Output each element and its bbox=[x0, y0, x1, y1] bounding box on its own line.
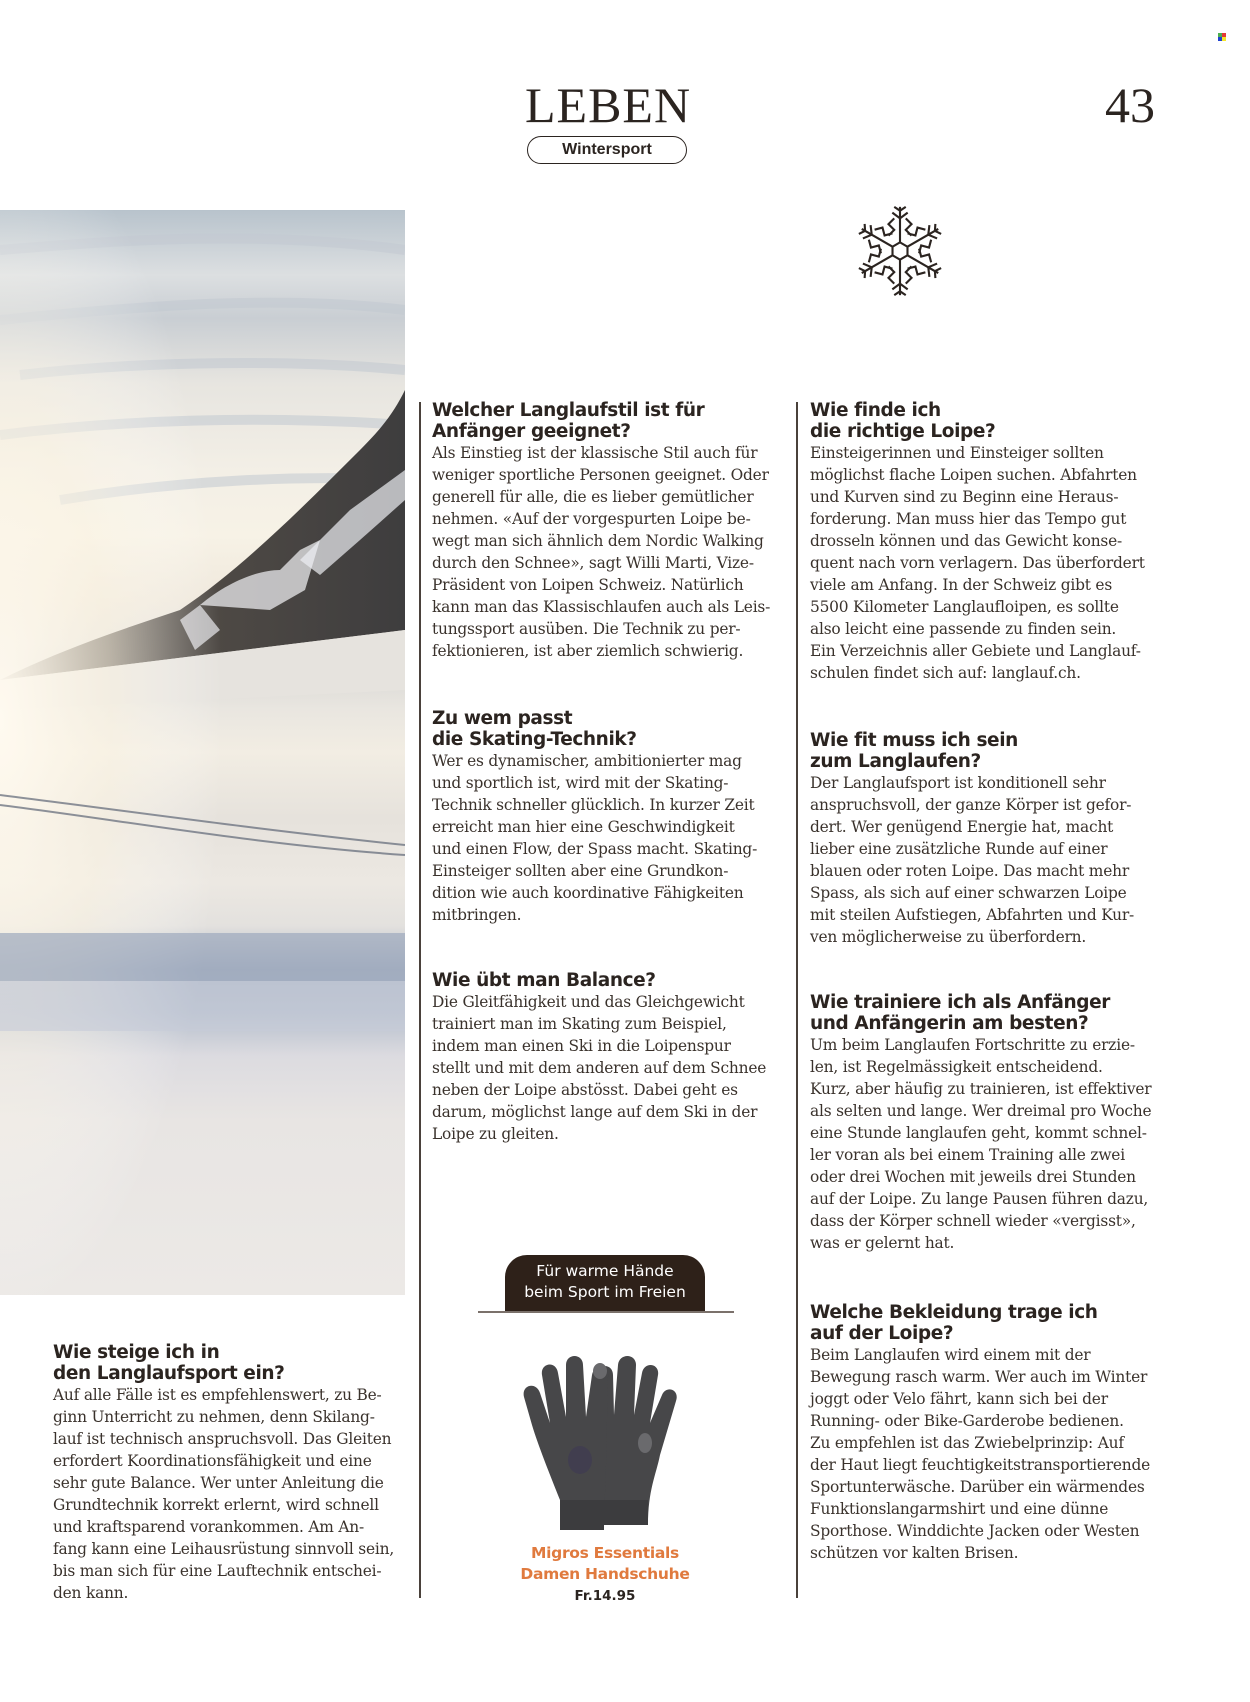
promo-tab: Für warme Hände beim Sport im Freien bbox=[505, 1255, 705, 1311]
article-heading: Welcher Langlaufstil ist für Anfänger geeignet? bbox=[432, 400, 705, 442]
article-heading: Wie trainiere ich als Anfänger und Anfängerin am besten? bbox=[810, 992, 1110, 1034]
article-body: Beim Langlaufen wird einem mit der Bewegung rasch warm. Wer auch im Winter joggt oder Velo fährt, kann sich bei der Running- oder Bike-Garderobe bedienen. Zu empfehlen ist das Zwiebelprinzip: Auf der Haut liegt feuchtigkeitstransportierende Sportunterwäsche. Darüber ein wärmendes Funktionslangarmshirt und eine dünne Sporthose. Winddichte Jacken oder Westen schützen vor kalten Brisen. bbox=[810, 1346, 1151, 1562]
section-tag: Wintersport bbox=[527, 136, 687, 164]
article-body: Die Gleitfähigkeit und das Gleichgewicht trainiert man im Skating zum Beispiel, indem man einen Ski in die Loipenspur stellt und mit dem anderen auf dem Schnee neben der Loipe abstösst. Dabei geht es darum, möglichst lange auf dem Ski in der Loipe zu gleiten. bbox=[432, 993, 767, 1143]
article-body: Als Einstieg ist der klassische Stil auch für weniger sportliche Personen geeignet. Oder generell für alle, die es lieber gemütlicher nehmen. «Auf der vorgespurten Loipe be- wegt man sich ähnlich dem Nordic Walking durch den Schnee», sagt Willi Marti, Vize- Präsident von Loipen Schweiz. Natürlich kann man das Klassischlaufen auch als Leis- tungssport ausüben. Die Technik zu per- fektionieren, ist aber ziemlich schwierig. bbox=[432, 444, 771, 660]
article-training bbox=[810, 992, 1170, 1254]
winter-landscape-photo bbox=[0, 210, 405, 1295]
article-body: Einsteigerinnen und Einsteiger sollten möglichst flache Loipen suchen. Abfahrten und Kurven sind zu Beginn eine Heraus- forderung. Man muss hier das Tempo gut drosseln können und das Gewicht konse- quent nach vorn verlagern. Das überfordert viele am Anfang. In der Schweiz gibt es 5500 Kilometer Langlaufloipen, es sollte also leicht eine passende zu finden sein. Ein Verzeichnis aller Gebiete und Langlauf- schulen findet sich auf: langlauf.ch. bbox=[810, 444, 1145, 682]
article-heading: Zu wem passt die Skating-Technik? bbox=[432, 708, 637, 750]
article-langlaufstil bbox=[432, 400, 777, 662]
promo-divider bbox=[478, 1311, 734, 1313]
article-body: Auf alle Fälle ist es empfehlenswert, zu Be- ginn Unterricht zu nehmen, denn Skilang- lauf ist technisch anspruchsvoll. Das Gleiten erfordert Koordinationsfähigkeit und eine sehr gute Balance. Wer unter Anleitung die Grundtechnik korrekt erlernt, wird schnell und kraftsparend vorankommen. Am An- fang kann eine Leihausrüstung sinnvoll sein, bis man sich für eine Lauftechnik entschei- den kann. bbox=[53, 1386, 395, 1602]
article-heading: Wie finde ich die richtige Loipe? bbox=[810, 400, 996, 442]
article-body: Der Langlaufsport ist konditionell sehr anspruchsvoll, der ganze Körper ist gefor- dert. Wer genügend Energie hat, macht lieber eine zusätzliche Runde auf einer blauen oder roten Loipe. Das macht mehr Spass, als sich auf einer schwarzen Loipe mit steilen Aufstiegen, Abfahrten und Kur- ven möglicherweise zu überfordern. bbox=[810, 774, 1135, 946]
column-divider bbox=[796, 402, 798, 1598]
article-skating bbox=[432, 708, 777, 926]
page-number: 43 bbox=[1105, 77, 1155, 133]
article-balance bbox=[432, 970, 777, 1145]
article-einstieg bbox=[53, 1342, 413, 1604]
gloves-product-image[interactable] bbox=[520, 1335, 690, 1530]
article-fitness bbox=[810, 730, 1170, 948]
section-title: LEBEN bbox=[525, 77, 692, 133]
article-heading: Welche Bekleidung trage ich auf der Loipe? bbox=[810, 1302, 1098, 1344]
article-body: Wer es dynamischer, ambitionierter mag und sportlich ist, wird mit der Skating- Technik schneller glücklich. In kurzer Zeit erreicht man hier eine Geschwindigkeit und einen Flow, der Spass macht. Skating- Einsteiger sollten aber eine Grundkon- dition wie auch koordinative Fähigkeiten mitbringen. bbox=[432, 752, 758, 924]
product-name[interactable]: Migros Essentials Damen Handschuhe bbox=[520, 1544, 690, 1583]
color-registration-mark bbox=[1218, 33, 1226, 41]
article-heading: Wie fit muss ich sein zum Langlaufen? bbox=[810, 730, 1018, 772]
article-loipe bbox=[810, 400, 1170, 684]
article-body: Um beim Langlaufen Fortschritte zu erzie- len, ist Regelmässigkeit entscheidend. Kurz, aber häufig zu trainieren, ist effektiver als selten und lange. Wer dreimal pro Woche eine Stunde langlaufen geht, kommt schnel- ler voran als bei einem Training alle zwei oder drei Wochen mit jeweils drei Stunden auf der Loipe. Zu lange Pausen führen dazu, dass der Körper schnell wieder «vergisst», was er gelernt hat. bbox=[810, 1036, 1152, 1252]
article-bekleidung bbox=[810, 1302, 1170, 1564]
article-heading: Wie steige ich in den Langlaufsport ein? bbox=[53, 1342, 285, 1384]
article-heading: Wie übt man Balance? bbox=[432, 970, 656, 991]
product-price: Fr.14.95 bbox=[574, 1588, 636, 1604]
snowflake-icon bbox=[852, 203, 948, 299]
column-divider bbox=[419, 402, 421, 1598]
